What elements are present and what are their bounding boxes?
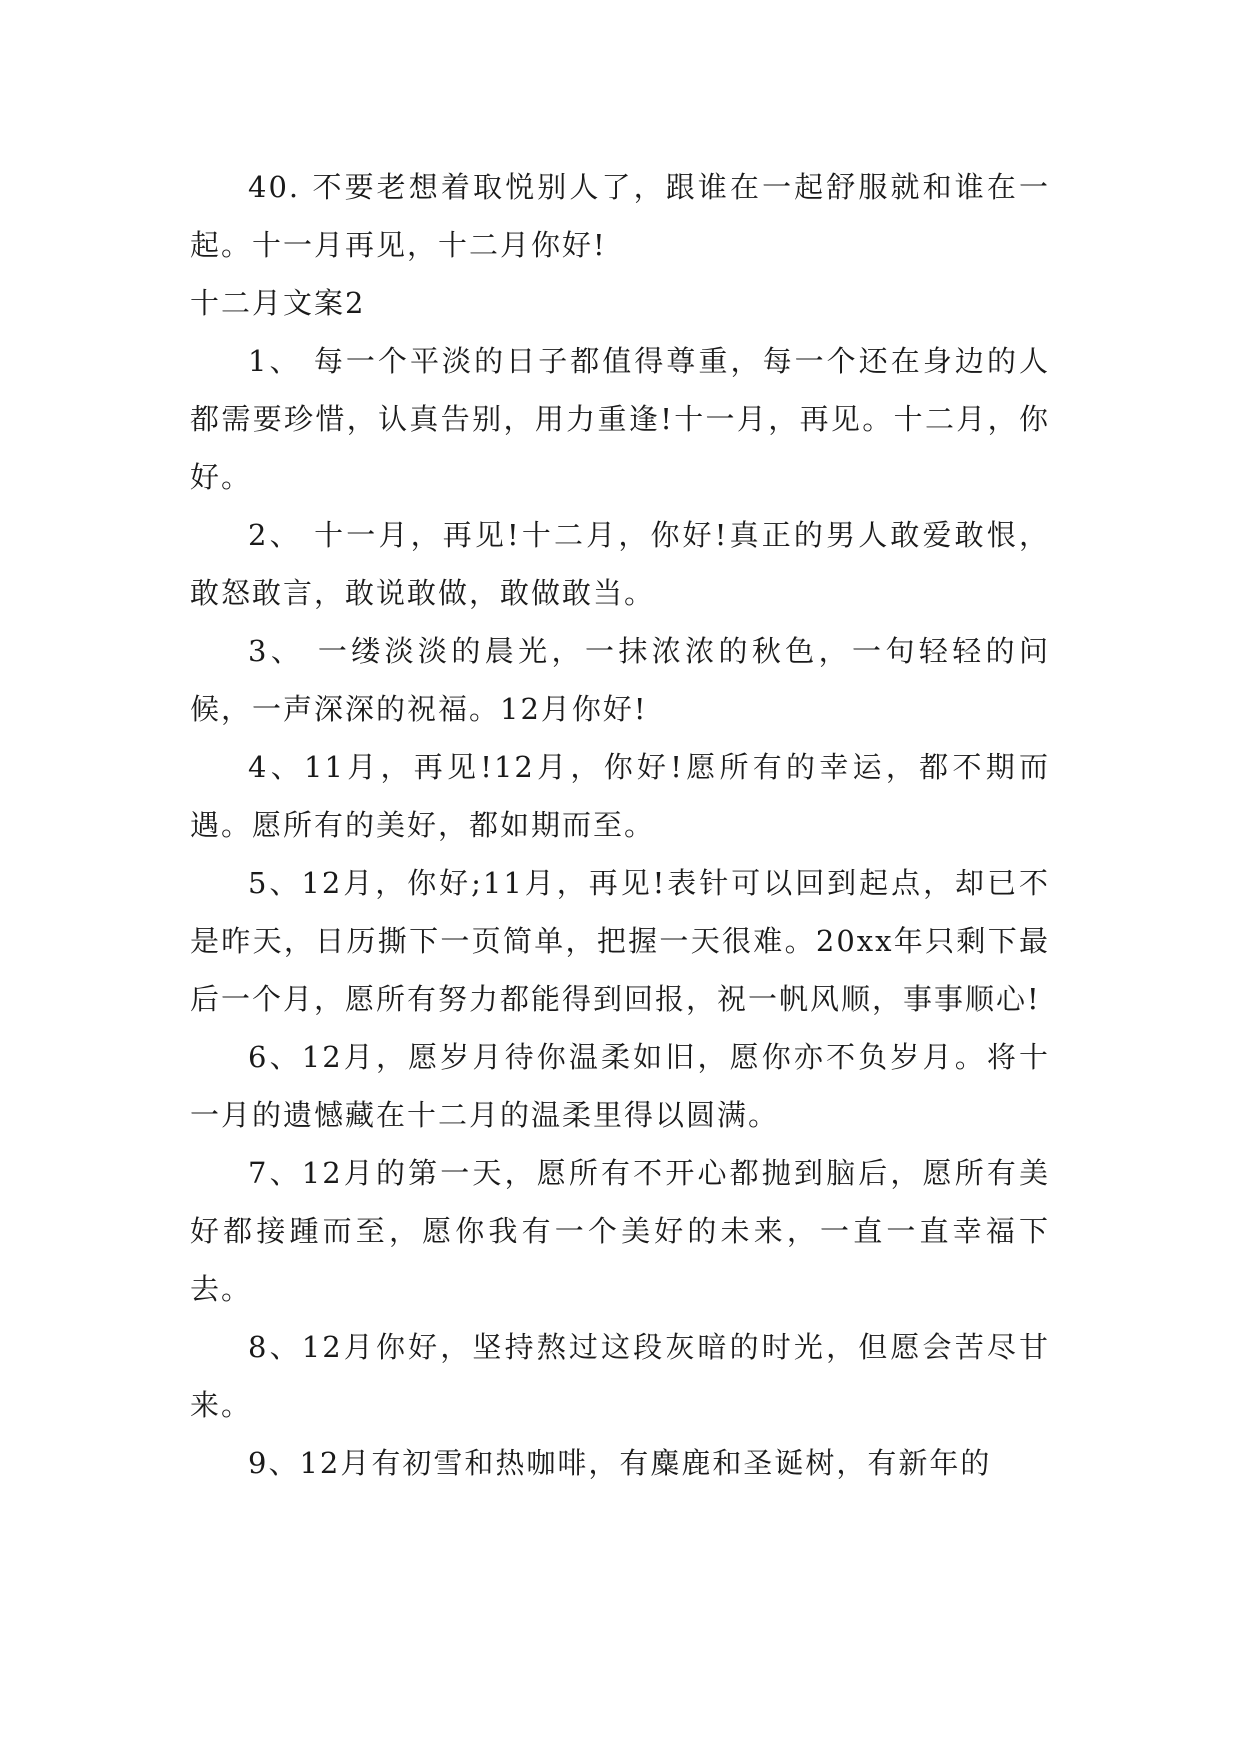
paragraph-item-9: 9、12月有初雪和热咖啡，有麋鹿和圣诞树，有新年的 xyxy=(248,1446,992,1480)
section-heading: 十二月文案2 xyxy=(190,286,366,320)
document-page xyxy=(190,158,1050,1492)
paragraph-item-6: 6、12月，愿岁月待你温柔如旧，愿你亦不负岁月。将十一月的遗憾藏在十二月的温柔里得以圆满。 xyxy=(190,1040,1050,1132)
paragraph-item-8: 8、12月你好，坚持熬过这段灰暗的时光，但愿会苦尽甘来。 xyxy=(190,1330,1050,1422)
paragraph-item-5: 5、12月，你好;11月，再见!表针可以回到起点，却已不是昨天，日历撕下一页简单，把握一天很难。20xx年只剩下最后一个月，愿所有努力都能得到回报，祝一帆风顺，事事顺心! xyxy=(190,866,1050,1016)
paragraph-item-7: 7、12月的第一天，愿所有不开心都抛到脑后，愿所有美好都接踵而至，愿你我有一个美好的未来，一直一直幸福下去。 xyxy=(190,1156,1050,1306)
paragraph-item-2: 2、 十一月，再见!十二月，你好!真正的男人敢爱敢恨，敢怒敢言，敢说敢做，敢做敢当。 xyxy=(190,518,1050,610)
paragraph-item-3: 3、 一缕淡淡的晨光，一抹浓浓的秋色，一句轻轻的问候，一声深深的祝福。12月你好! xyxy=(190,634,1050,726)
paragraph-item-4: 4、11月，再见!12月，你好!愿所有的幸运，都不期而遇。愿所有的美好，都如期而至。 xyxy=(190,750,1050,842)
paragraph-item-40: 40. 不要老想着取悦别人了，跟谁在一起舒服就和谁在一起。十一月再见，十二月你好! xyxy=(190,170,1050,262)
paragraph-item-1: 1、 每一个平淡的日子都值得尊重，每一个还在身边的人都需要珍惜，认真告别，用力重逢!十一月，再见。十二月，你好。 xyxy=(190,344,1050,494)
